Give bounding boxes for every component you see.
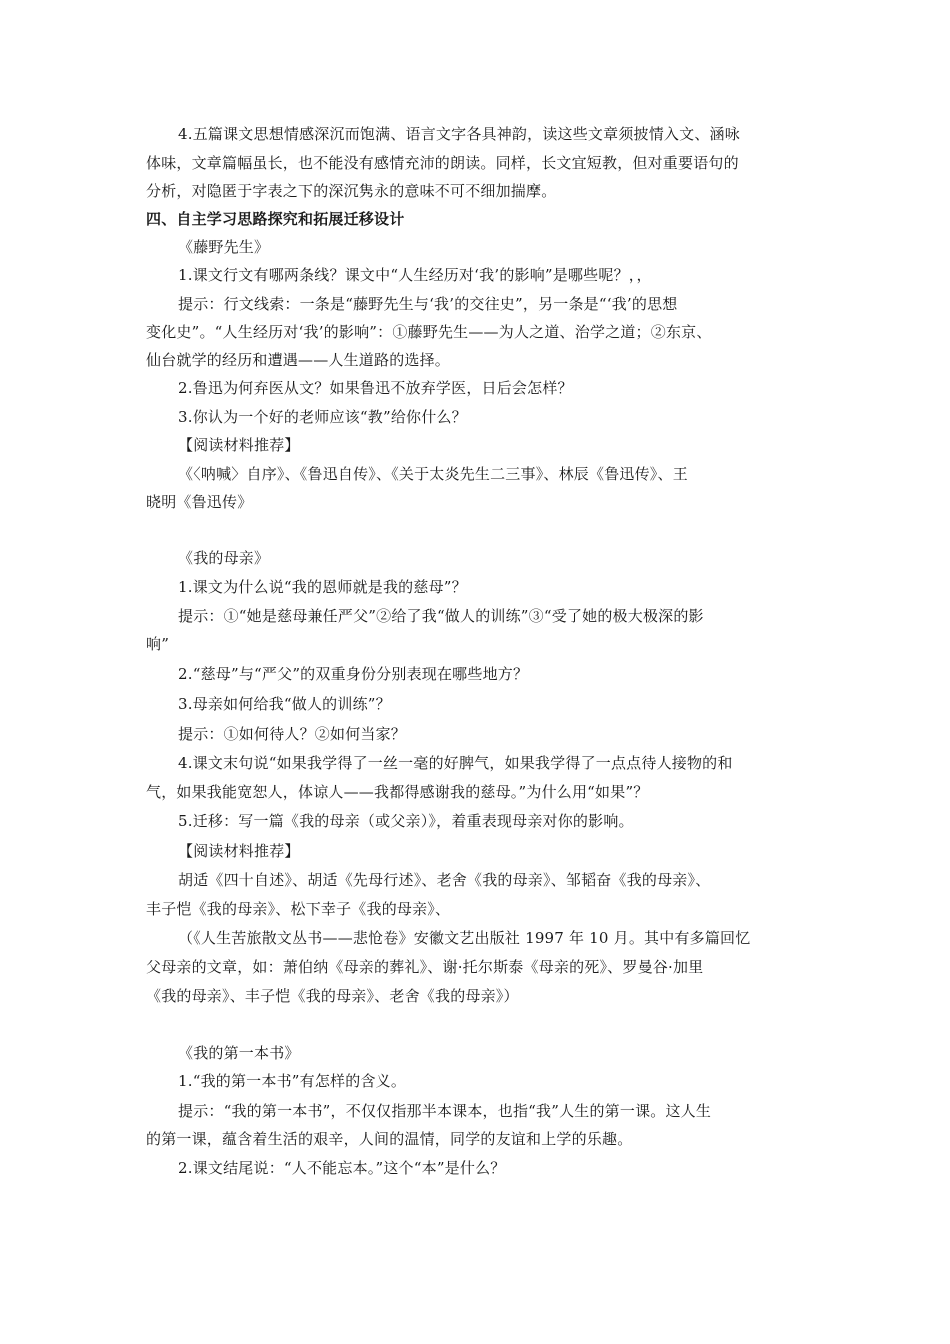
question-line: 1.“我的第一本书”有怎样的含义。 [178,1072,407,1090]
reading-recommendation-heading: 【阅读材料推荐】 [178,842,300,860]
reading-list-line: 《〈呐喊〉自序》、《鲁迅自传》、《关于太炎先生二三事》、林辰《鲁迅传》、王 [178,465,688,483]
question-line: 2.课文结尾说：“人不能忘本。”这个“本”是什么？ [178,1159,506,1177]
question-line: 5.迁移：写一篇《我的母亲（或父亲）》，着重表现母亲对你的影响。 [178,812,634,830]
reading-list-line: 《我的母亲》、丰子恺《我的母亲》、老舍《我的母亲》） [146,987,519,1005]
reading-list-line: （《人生苦旅散文丛书——悲怆卷》安徽文艺出版社 1997 年 10 月。其中有多篇回忆 [178,929,751,947]
question-line: 气，如果我能宽恕人，体谅人——我都得感谢我的慈母。”为什么用“如果”？ [146,783,649,801]
hint-line: 提示：①“她是慈母兼任严父”②给了我“做人的训练”③“受了她的极大极深的影 [178,607,704,625]
hint-line: 提示：①如何待人？②如何当家？ [178,725,407,743]
paragraph-line: 体味，文章篇幅虽长，也不能没有感情充沛的朗读。同样，长文宜短教，但对重要语句的 [146,154,739,172]
reading-list-line: 父母亲的文章，如：萧伯纳《母亲的葬礼》、谢·托尔斯泰《母亲的死》、罗曼谷·加里 [146,958,704,976]
section-heading: 四、自主学习思路探究和拓展迁移设计 [146,210,405,228]
paragraph-line: 分析，对隐匿于字表之下的深沉隽永的意味不可不细加揣摩。 [146,182,557,200]
lesson-title: 《我的母亲》 [178,549,270,567]
reading-list-line: 胡适《四十自述》、胡适《先母行述》、老舍《我的母亲》、邹韬奋《我的母亲》、 [178,871,711,889]
lesson-title: 《我的第一本书》 [178,1044,300,1062]
question-line: 2.鲁迅为何弃医从文？如果鲁迅不放弃学医，日后会怎样？ [178,379,573,397]
reading-recommendation-heading: 【阅读材料推荐】 [178,436,300,454]
question-line: 4.课文末句说“如果我学得了一丝一毫的好脾气，如果我学得了一点点待人接物的和 [178,754,733,772]
hint-line: 提示：行文线索：一条是“藤野先生与‘我’的交往史”，另一条是“‘我’的思想 [178,295,678,313]
hint-line: 响” [146,635,170,653]
reading-list-line: 晓明《鲁迅传》 [146,493,253,511]
lesson-title: 《藤野先生》 [178,238,270,256]
question-line: 3.母亲如何给我“做人的训练”？ [178,695,391,713]
hint-line: 仙台就学的经历和遭遇——人生道路的选择。 [146,351,451,369]
question-line: 2.“慈母”与“严父”的双重身份分别表现在哪些地方？ [178,665,529,683]
question-line: 1.课文行文有哪两条线？课文中“人生经历对‘我’的影响”是哪些呢？，， [178,266,652,284]
paragraph-line: 4.五篇课文思想情感深沉而饱满、语言文字各具神韵，读这些文章须披情入文、涵咏 [178,125,740,143]
question-line: 1.课文为什么说“我的恩师就是我的慈母”？ [178,578,467,596]
question-line: 3.你认为一个好的老师应该“教”给你什么？ [178,408,467,426]
reading-list-line: 丰子恺《我的母亲》、松下幸子《我的母亲》、 [146,900,451,918]
hint-line: 提示：“我的第一本书”，不仅仅指那半本课本，也指“我”人生的第一课。这人生 [178,1102,712,1120]
hint-line: 的第一课，蕴含着生活的艰辛，人间的温情，同学的友谊和上学的乐趣。 [146,1130,633,1148]
hint-line: 变化史”。“人生经历对‘我’的影响”：①藤野先生——为人之道、治学之道；②东京、 [146,323,712,341]
